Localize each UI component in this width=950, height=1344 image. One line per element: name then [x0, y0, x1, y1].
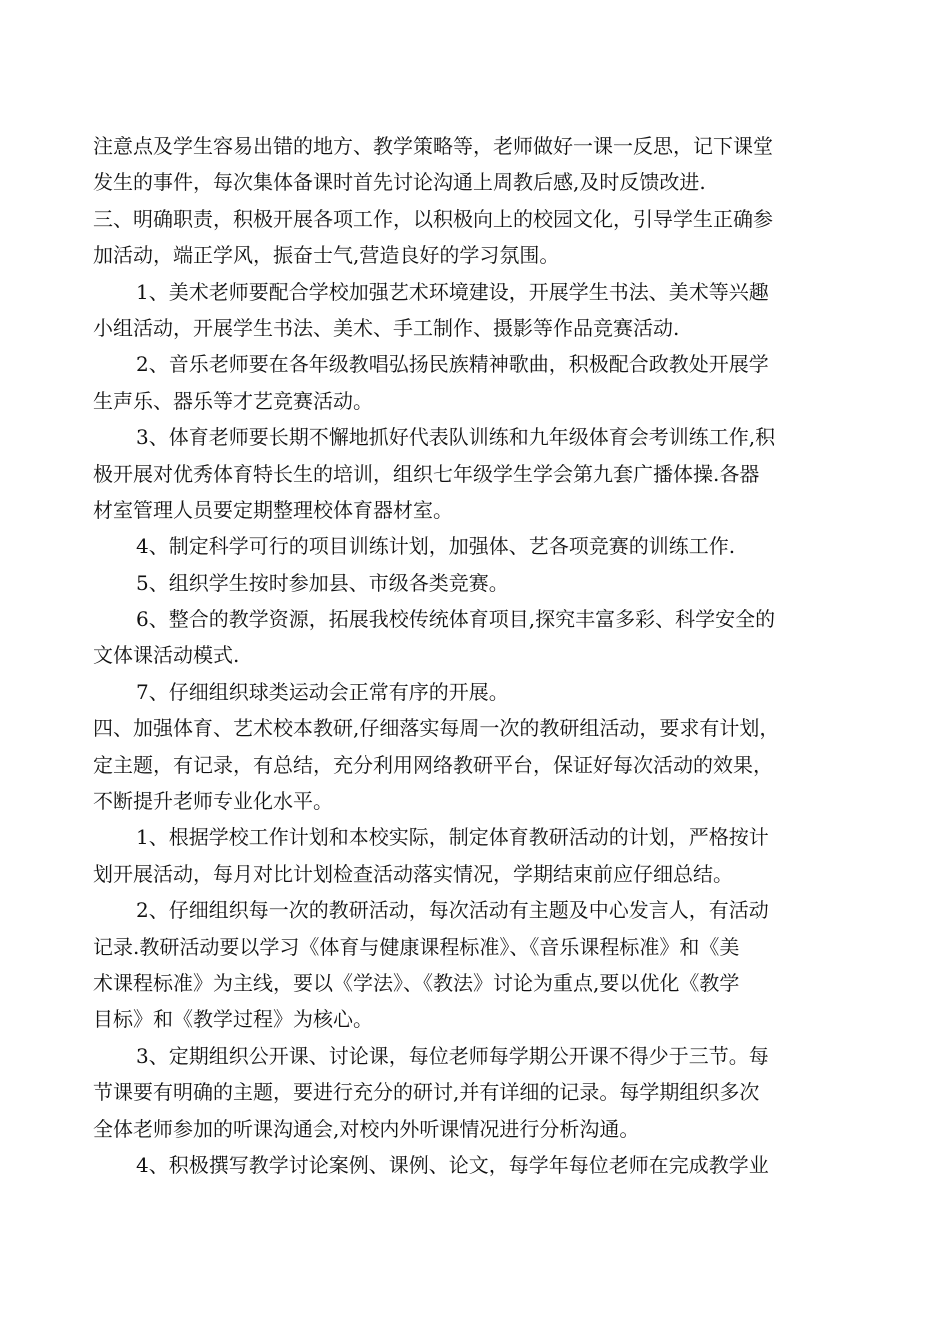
text-line: 材室管理人员要定期整理校体育器材室。: [93, 497, 453, 522]
text-line: 1、美术老师要配合学校加强艺术环境建设，开展学生书法、美术等兴趣: [136, 279, 769, 304]
text-line: 2、仔细组织每一次的教研活动，每次活动有主题及中心发言人，有活动: [136, 898, 769, 923]
section-heading-three: [93, 201, 853, 274]
text-line: 4、制定科学可行的项目训练计划，加强体、艺各项竞赛的训练工作.: [136, 534, 736, 559]
document-body: [93, 128, 853, 1183]
paragraph-p5: [93, 528, 853, 564]
text-line: 术课程标准》为主线，要以《学法》、《教法》讨论为重点,要以优化《教学: [93, 970, 740, 995]
paragraph-p8: [93, 674, 853, 710]
paragraph-p3: [93, 346, 853, 419]
text-line: 7、仔细组织球类运动会正常有序的开展。: [136, 679, 509, 704]
paragraph-p7: [93, 601, 853, 674]
paragraph-p11: [93, 892, 853, 1038]
text-line: 文体课活动模式.: [93, 643, 240, 668]
text-line: 目标》和《教学过程》为核心。: [93, 1007, 373, 1032]
text-line: 节课要有明确的主题，要进行充分的研讨,并有详细的记录。每学期组织多次: [93, 1080, 760, 1105]
text-line: 发生的事件，每次集体备课时首先讨论沟通上周教后感,及时反馈改进.: [93, 170, 706, 195]
text-line: 6、整合的教学资源，拓展我校传统体育项目,探究丰富多彩、科学安全的: [136, 607, 776, 632]
paragraph-p0: [93, 128, 853, 201]
text-line: 划开展活动，每月对比计划检查活动落实情况，学期结束前应仔细总结。: [93, 861, 733, 886]
section-heading-four: [93, 710, 853, 819]
text-line: 小组活动，开展学生书法、美术、手工制作、摄影等作品竞赛活动.: [93, 315, 680, 340]
text-line: 3、定期组织公开课、讨论课，每位老师每学期公开课不得少于三节。每: [136, 1043, 769, 1068]
text-line: 四、加强体育、艺术校本教研,仔细落实每周一次的教研组活动，要求有计划，: [93, 716, 780, 741]
text-line: 生声乐、器乐等才艺竞赛活动。: [93, 388, 373, 413]
paragraph-p12: [93, 1038, 853, 1147]
paragraph-p2: [93, 274, 853, 347]
text-line: 1、根据学校工作计划和本校实际，制定体育教研活动的计划，严格按计: [136, 825, 769, 850]
text-line: 极开展对优秀体育特长生的培训，组织七年级学生学会第九套广播体操.各器: [93, 461, 760, 486]
text-line: 4、积极撰写教学讨论案例、课例、论文，每学年每位老师在完成教学业: [136, 1152, 769, 1177]
text-line: 2、音乐老师要在各年级教唱弘扬民族精神歌曲，积极配合政教处开展学: [136, 352, 769, 377]
text-line: 5、组织学生按时参加县、市级各类竞赛。: [136, 570, 509, 595]
text-line: 3、体育老师要长期不懈地抓好代表队训练和九年级体育会考训练工作,积: [136, 425, 776, 450]
paragraph-p10: [93, 819, 853, 892]
text-line: 三、明确职责，积极开展各项工作，以积极向上的校园文化，引导学生正确参: [93, 206, 773, 231]
text-line: 加活动，端正学风，振奋士气,营造良好的学习氛围。: [93, 243, 560, 268]
text-line: 注意点及学生容易出错的地方、教学策略等，老师做好一课一反思，记下课堂: [93, 134, 773, 158]
paragraph-p4: [93, 419, 853, 528]
text-line: 全体老师参加的听课沟通会,对校内外听课情况进行分析沟通。: [93, 1116, 640, 1141]
text-line: 记录.教研活动要以学习《体育与健康课程标准》、《音乐课程标准》和《美: [93, 934, 740, 959]
paragraph-p13: [93, 1147, 853, 1183]
paragraph-p6: [93, 565, 853, 601]
text-line: 不断提升老师专业化水平。: [93, 789, 333, 814]
text-line: 定主题，有记录，有总结，充分利用网络教研平台，保证好每次活动的效果，: [93, 752, 773, 777]
